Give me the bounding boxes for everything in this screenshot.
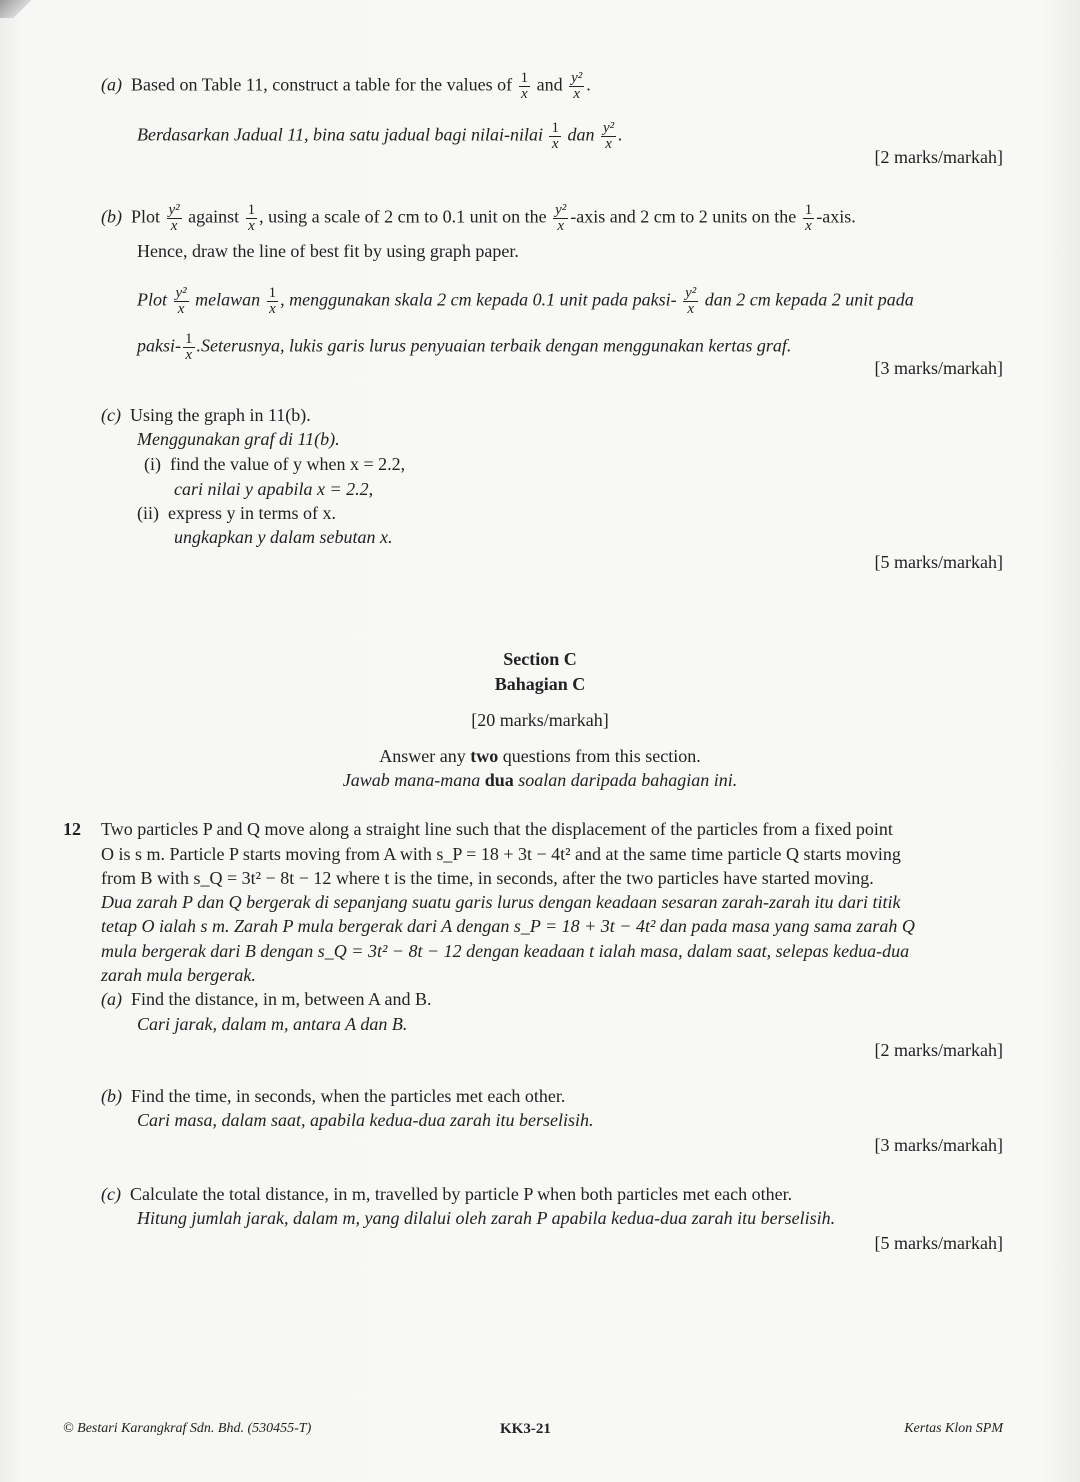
part-b-marks: [3 marks/markah] (874, 358, 1003, 378)
part-c-i (144, 453, 405, 475)
frac-num: y² (571, 70, 583, 86)
frac-num: y² (168, 202, 180, 218)
frac-num: y² (685, 285, 697, 301)
instr-ms-pre: Jawab mana-mana (342, 770, 481, 790)
frac-num: y² (175, 285, 187, 301)
section-title-ms: Bahagian C (494, 674, 586, 694)
q12-ms-line2: tetap O ialah s m. Zarah P mula bergerak dari A dengan s_P = 18 + 3t − 4t² dan pada masa yang sama zarah Q (101, 916, 915, 936)
and-word: and (536, 74, 563, 95)
melawan-word: melawan (195, 289, 261, 310)
part-c-i-ms: cari nilai y apabila x = 2.2, (174, 479, 374, 499)
against-word: against (188, 206, 240, 227)
item-i-label: (i) (144, 454, 161, 474)
part-c-marks: [5 marks/markah] (874, 552, 1003, 572)
q12-ms-line1: Dua zarah P dan Q bergerak di sepanjang suatu garis lurus dengan keadaan sesaran zarah-zarah itu dari titik (101, 892, 901, 912)
frac-den: x (551, 136, 559, 152)
part-b-en (101, 203, 856, 234)
section-marks: [20 marks/markah] (471, 710, 609, 730)
plot-word-ms: Plot (137, 289, 167, 310)
part-c-label: (c) (101, 405, 121, 425)
q12-en-line1: Two particles P and Q move along a straight line such that the displacement of the particles from a fixed point (101, 819, 893, 839)
dan-text-ms: dan 2 cm kepada 2 unit pada (704, 289, 914, 310)
plot-word: Plot (131, 206, 161, 227)
q12-a-en: Find the distance, in m, between A and B. (131, 989, 432, 1009)
footer-series: Kertas Klon SPM (904, 1421, 1003, 1436)
footer-copyright: © Bestari Karangkraf Sdn. Bhd. (530455-T) (63, 1421, 312, 1436)
frac-den: x (805, 218, 812, 234)
frac-y2-over-x (174, 286, 189, 317)
frac-1-over-x (267, 286, 279, 317)
part-c-ms: Menggunakan graf di 11(b). (137, 429, 340, 449)
item-ii-label: (ii) (137, 503, 159, 523)
frac-den: x (557, 218, 565, 234)
q12-a (101, 988, 431, 1010)
frac-1-over-x (549, 121, 561, 152)
frac-1-over-x (246, 203, 258, 234)
frac-num: 1 (551, 120, 559, 136)
frac-1-over-x (519, 71, 531, 102)
q12-b-label: (b) (101, 1086, 122, 1106)
frac-num: y² (555, 202, 567, 218)
frac-den: x (269, 301, 276, 317)
axis-text-2: -axis. (816, 206, 856, 227)
frac-den: x (605, 136, 612, 152)
q12-a-ms: Cari jarak, dalam m, antara A dan B. (137, 1014, 408, 1034)
q12-b (101, 1085, 565, 1107)
scale-text-ms: , menggunakan skala 2 cm kepada 0.1 unit pada paksi- (280, 289, 677, 310)
frac-y2-over-x (601, 121, 616, 152)
item-i-en: find the value of y when x = 2.2, (170, 454, 406, 474)
axis-text: -axis and 2 cm to 2 units on the (570, 206, 797, 227)
part-b-ms-line2 (137, 332, 791, 363)
q12-c-label: (c) (101, 1184, 121, 1204)
frac-y2-over-x (553, 203, 568, 234)
q12-en-line2: O is s m. Particle P starts moving from A with s_P = 18 + 3t − 4t² and at the same time particle Q starts moving (101, 844, 901, 864)
q12-c-ms: Hitung jumlah jarak, dalam m, yang dilalui oleh zarah P apabila kedua-dua zarah itu berselisih. (137, 1208, 836, 1228)
q12-a-marks: [2 marks/markah] (874, 1040, 1003, 1060)
part-c-ii-ms: ungkapkan y dalam sebutan x. (174, 527, 393, 547)
q12-c-marks: [5 marks/markah] (874, 1233, 1003, 1253)
q12-c (101, 1183, 792, 1205)
item-ii-en: express y in terms of x. (168, 503, 336, 523)
q12-c-en: Calculate the total distance, in m, travelled by particle P when both particles met each other. (129, 1184, 793, 1204)
frac-den: x (573, 86, 581, 102)
q12-b-en: Find the time, in seconds, when the particles met each other. (131, 1086, 566, 1106)
section-instruction-en (0, 745, 1080, 767)
frac-y2-over-x (683, 286, 698, 317)
frac-1-over-x (183, 332, 195, 363)
question-number: 12 (63, 819, 81, 839)
instr-bold: two (470, 746, 499, 766)
part-a-en-text: Based on Table 11, construct a table for the values of (131, 74, 513, 95)
frac-den: x (687, 301, 694, 317)
paksi-word: paksi- (137, 335, 181, 356)
part-c-en-text: Using the graph in 11(b). (129, 405, 311, 425)
section-title: Section C (503, 649, 577, 669)
frac-den: x (248, 218, 255, 234)
dan-word: dan (567, 124, 595, 145)
frac-num: 1 (185, 331, 193, 347)
frac-den: x (185, 347, 193, 363)
q12-b-ms: Cari masa, dalam saat, apabila kedua-dua zarah itu berselisih. (137, 1110, 594, 1130)
frac-num: 1 (520, 70, 529, 86)
part-a-ms-text: Berdasarkan Jadual 11, bina satu jadual bagi nilai-nilai (137, 124, 543, 145)
instr-ms-post: soalan daripada bahagian ini. (518, 770, 738, 790)
q12-ms-line3: mula bergerak dari B dengan s_Q = 3t² − 8t − 12 dengan keadaan t ialah masa, dalam saat, selepas kedua-dua (101, 941, 910, 961)
instr-pre: Answer any (379, 746, 466, 766)
section-instruction-ms (0, 769, 1080, 791)
q12-ms-line4: zarah mula bergerak. (101, 965, 256, 985)
frac-num: 1 (247, 202, 256, 218)
part-b-ms (137, 286, 914, 317)
q12-en-line3: from B with s_Q = 3t² − 8t − 12 where t is the time, in seconds, after the two particles have started moving. (101, 868, 874, 888)
frac-num: 1 (268, 285, 277, 301)
frac-den: x (177, 301, 185, 317)
footer-page-code: KK3-21 (500, 1421, 551, 1437)
part-c-ii (137, 502, 336, 524)
frac-den: x (521, 86, 528, 102)
folded-corner (0, 0, 34, 18)
scale-text: , using a scale of 2 cm to 0.1 unit on the (259, 206, 547, 227)
part-b-en-line2: Hence, draw the line of best fit by using graph paper. (137, 241, 519, 261)
frac-1-over-x (803, 203, 815, 234)
q12-b-marks: [3 marks/markah] (874, 1135, 1003, 1155)
ms-rest-text: .Seterusnya, lukis garis lurus penyuaian terbaik dengan menggunakan kertas graf. (196, 335, 792, 356)
part-b-label: (b) (101, 206, 122, 227)
part-a-marks: [2 marks/markah] (874, 147, 1003, 167)
frac-y2-over-x (569, 71, 584, 102)
part-a-en: (a) Based on Table 11, construct a table for the values of $\frac{1}{x}$ and $\frac{\text{y²}}{x}$ . (101, 70, 591, 102)
instr-post: questions from this section. (502, 746, 701, 766)
frac-num: y² (602, 120, 615, 136)
frac-den: x (170, 218, 178, 234)
frac-num: 1 (804, 202, 813, 218)
part-a-label: (a) (101, 74, 122, 95)
q12-a-label: (a) (101, 989, 122, 1009)
frac-y2-over-x (167, 203, 182, 234)
instr-ms-bold: dua (484, 770, 514, 790)
part-c-en (101, 404, 311, 426)
part-a-ms: Berdasarkan Jadual 11, bina satu jadual bagi nilai-nilai $\frac{1}{x}$ dan $\frac{\text{y²}}{x}$ . (137, 120, 623, 152)
